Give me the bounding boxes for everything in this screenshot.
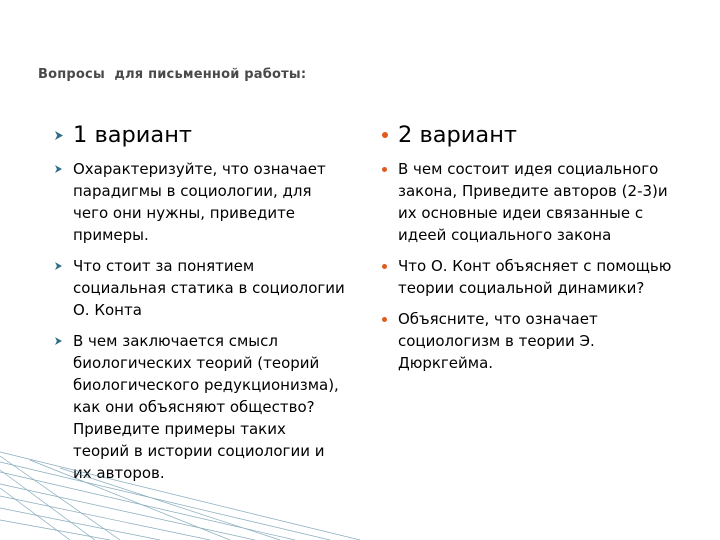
arrow-bullet-icon	[55, 165, 62, 173]
variant-1-heading-text: 1 вариант	[73, 122, 193, 148]
arrow-bullet-icon	[55, 337, 62, 345]
list-item-text: Что стоит за понятием социальная статика в социологии О. Конта	[73, 257, 345, 319]
list-item	[55, 255, 345, 321]
list-item	[55, 158, 345, 246]
list-item-text: Что О. Конт объясняет с помощью теории социальной динамики?	[398, 257, 672, 297]
arrow-bullet-icon	[55, 131, 63, 140]
dot-bullet-icon	[382, 132, 388, 138]
list-item	[380, 158, 680, 246]
variant-2-heading	[380, 120, 680, 150]
list-item	[55, 330, 345, 484]
slide-title: Вопросы для письменной работы:	[38, 67, 307, 82]
variant-2-heading-text: 2 вариант	[398, 122, 518, 148]
dot-bullet-icon	[382, 264, 387, 269]
list-item	[380, 308, 680, 374]
variant-1-list	[55, 120, 345, 493]
list-item-text: Объясните, что означает социологизм в теории Э. Дюркгейма.	[398, 310, 598, 372]
dot-bullet-icon	[382, 167, 387, 172]
variant-2-list	[380, 120, 680, 383]
list-item	[380, 255, 680, 299]
dot-bullet-icon	[382, 317, 387, 322]
list-item-text: Охарактеризуйте, что означает парадигмы в социологии, для чего они нужны, приведите примеры.	[73, 160, 326, 244]
list-item-text: В чем заключается смысл биологических теорий (теорий биологического редукционизма), как они объясняют общество? Приведите примеры таких теорий в истории социологии и их авторов.	[73, 332, 339, 482]
arrow-bullet-icon	[55, 262, 62, 270]
variant-1-heading	[55, 120, 345, 150]
list-item-text: В чем состоит идея социального закона, Приведите авторов (2-3)и их основные идеи связанные с идеей социального закона	[398, 160, 668, 244]
